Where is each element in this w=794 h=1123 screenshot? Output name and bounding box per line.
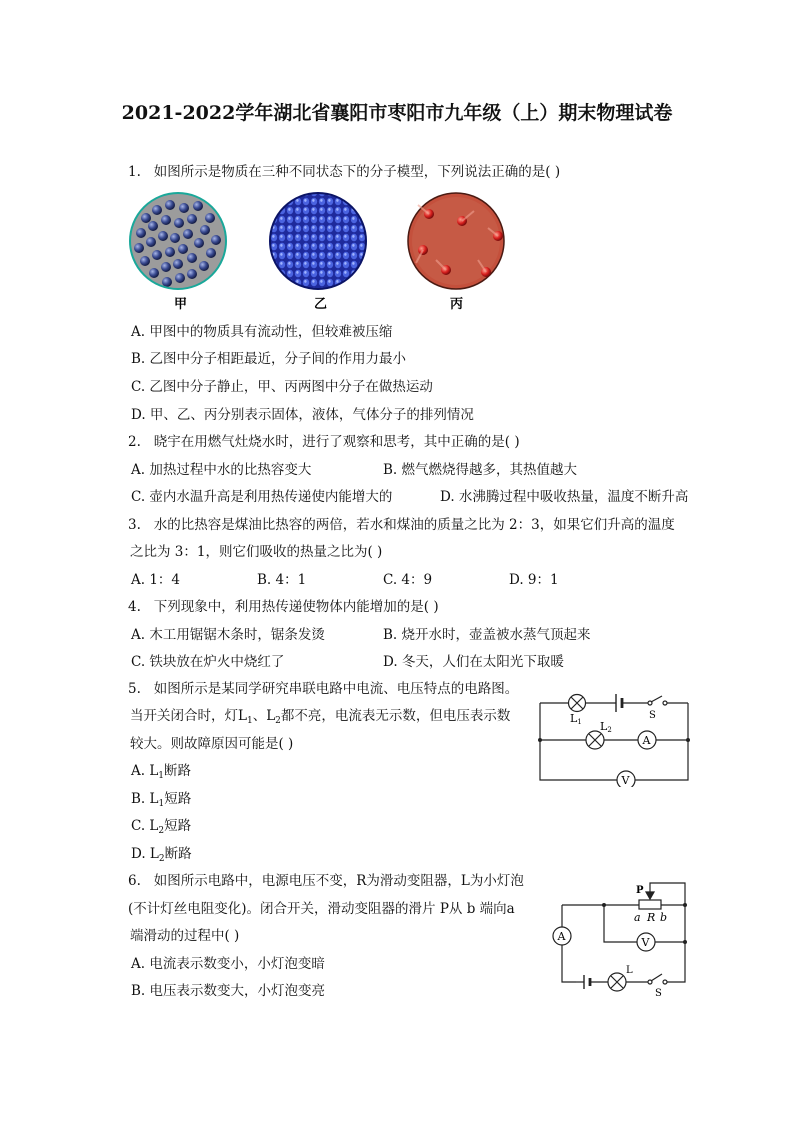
subscript: 2 [158,854,165,864]
q2-option-c[interactable]: C. 壶内水温升高是利用热传递使内能增大的 [131,489,393,505]
q2-option-d[interactable]: D. 水沸腾过程中吸收热量，温度不断升高 [440,489,689,505]
solid-model-icon [270,193,366,289]
option-text: 短路 [164,791,192,807]
q2-option-b[interactable]: B. 燃气燃烧得越多，其热值越大 [383,462,578,478]
question-1 [128,163,560,181]
ammeter-icon: A [557,930,566,943]
text-part: 、L [252,708,276,724]
label-end-a: a [634,911,641,924]
q4-option-d[interactable]: D. 冬天，人们在太阳光下取暖 [383,654,564,670]
option-text: C. L [131,818,159,834]
subscript: 1 [158,799,165,809]
question-text: 下列现象中，利用热传递使物体内能增加的是( ) [153,599,439,615]
question-number: 2. [128,434,141,450]
question-text: 如图所示是物质在三种不同状态下的分子模型，下列说法正确的是( ) [153,164,561,180]
label-switch-s: S [649,710,656,721]
question-number: 1. [128,164,141,180]
q4-option-b[interactable]: B. 烧开水时，壶盖被水蒸气顶起来 [383,627,591,643]
q5-option-c[interactable] [131,817,191,837]
label-l1: L1 [570,712,582,726]
question-3 [128,516,675,534]
question-6 [128,872,524,890]
question-3-continued: 之比为 3：1，则它们吸收的热量之比为( ) [130,544,383,560]
q5-option-b[interactable] [131,790,191,810]
q3-option-b[interactable]: B. 4：1 [257,572,307,588]
label-lamp-l: L [626,965,633,976]
text-part: 都不亮，电流表无示数，但电压表示数 [280,708,511,724]
label-switch-s: S [655,988,662,998]
q2-option-a[interactable]: A. 加热过程中水的比热容变大 [131,462,312,478]
q3-option-d[interactable]: D. 9：1 [509,572,559,588]
option-text: 短路 [164,818,192,834]
option-text: A. L [131,763,159,779]
q3-option-a[interactable]: A. 1：4 [131,572,181,588]
question-number: 3. [128,517,141,533]
gas-model-icon [408,193,504,289]
subscript: 2 [275,716,281,726]
q1-option-a[interactable]: A. 甲图中的物质具有流动性，但较难被压缩 [131,324,393,340]
question-text: 如图所示是某同学研究串联电路中电流、电压特点的电路图。 [153,681,519,697]
question-number: 6. [128,873,141,889]
voltmeter-icon: V [641,936,650,949]
label-end-b: b [660,911,668,924]
page-title: 2021-2022学年湖北省襄阳市枣阳市九年级（上）期末物理试卷 [121,102,673,124]
ammeter-icon: A [642,734,651,747]
circuit-diagram-q5 [534,683,694,787]
q3-option-c[interactable]: C. 4：9 [383,572,433,588]
liquid-model-icon [130,193,226,289]
voltmeter-icon: V [621,774,630,787]
circuit-diagram-q6 [548,880,696,998]
option-text: B. L [131,791,159,807]
caption-jia: 甲 [174,297,188,312]
label-l2: L2 [600,720,612,734]
q1-option-b[interactable]: B. 乙图中分子相距最近，分子间的作用力最小 [131,351,407,367]
question-5-line-3: 较大。则故障原因可能是( ) [130,736,294,752]
question-text: 水的比热容是煤油比热容的两倍，若水和煤油的质量之比为 2：3，如果它们升高的温度 [153,517,675,533]
q5-option-d[interactable] [131,845,192,865]
q1-option-c[interactable]: C. 乙图中分子静止，甲、丙两图中分子在做热运动 [131,379,433,395]
text-part: 当开关闭合时，灯L [130,708,247,724]
question-text: 晓宇在用燃气灶烧水时，进行了观察和思考，其中正确的是( ) [153,434,520,450]
q5-option-a[interactable] [131,762,191,782]
molecule-models-figure [126,188,516,318]
question-6-line-3: 端滑动的过程中( ) [130,928,240,944]
question-5-line-2 [130,707,510,727]
option-text: 断路 [164,763,192,779]
q1-option-d[interactable]: D. 甲、乙、丙分别表示固体，液体，气体分子的排列情况 [131,407,474,423]
subscript: 1 [158,771,165,781]
question-4 [128,598,439,616]
option-text: 断路 [164,846,192,862]
question-5 [128,680,518,698]
q4-option-a[interactable]: A. 木工用锯锯木条时，锯条发烫 [131,627,325,643]
question-2 [128,433,520,451]
q6-option-b[interactable]: B. 电压表示数变大，小灯泡变亮 [131,983,326,999]
question-text: 如图所示电路中，电源电压不变，R为滑动变阻器，L为小灯泡 [153,873,524,889]
option-text: D. L [131,846,159,862]
subscript: 1 [246,716,253,726]
label-slider-p: P [636,885,644,896]
question-number: 5. [128,681,141,697]
q6-option-a[interactable]: A. 电流表示数变小，小灯泡变暗 [131,956,325,972]
label-rheostat-r: R [647,911,656,924]
q4-option-c[interactable]: C. 铁块放在炉火中烧红了 [131,654,285,670]
subscript: 2 [158,826,165,836]
question-number: 4. [128,599,141,615]
caption-yi: 乙 [314,297,328,312]
caption-bing: 丙 [450,297,464,312]
question-6-line-2: (不计灯丝电阻变化)。闭合开关，滑动变阻器的滑片 P从 b 端向a [128,901,515,917]
